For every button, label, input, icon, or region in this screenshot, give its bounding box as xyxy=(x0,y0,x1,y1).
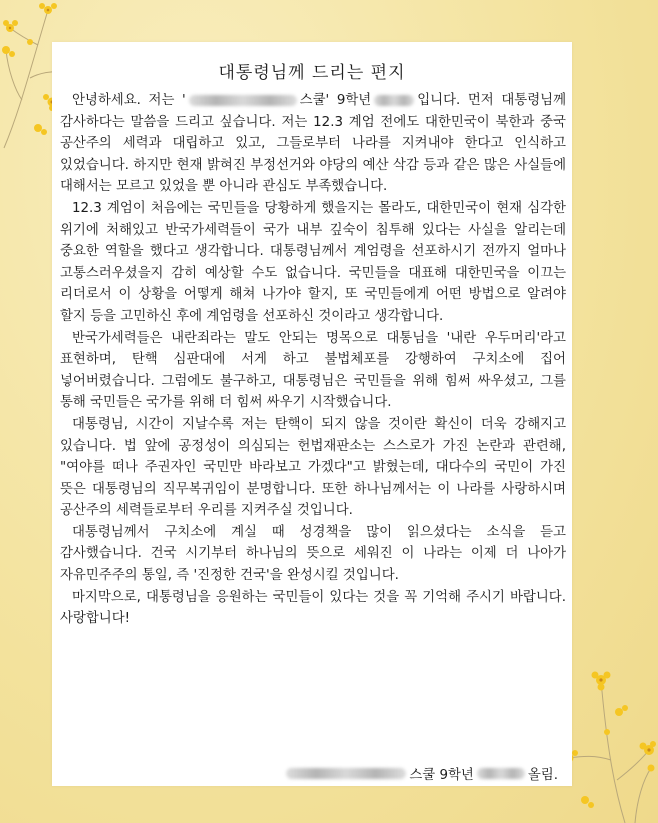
letter-body xyxy=(60,90,566,630)
letter-paper xyxy=(52,42,572,786)
paragraph-bible: 대통령님께서 구치소에 계실 때 성경책을 많이 읽으셨다는 소식을 듣고 감사했습니다. 건국 시기부터 하나님의 뜻으로 세워진 이 나라는 이제 더 나아가 자유민주주의 통일, 즉 '진정한 건국'을 완성시킬 것입니다. xyxy=(60,524,566,584)
letter-signature xyxy=(283,764,558,783)
paragraph-intro-school: 스쿨' 9학년 xyxy=(299,93,372,108)
paragraph-martial-law: 12.3 계엄이 처음에는 국민들을 당황하게 했을지는 몰라도, 대한민국이 현재 심각한 위기에 처해있고 반국가세력들이 국가 내부 깊숙이 침투해 있다는 사실을 알리는데 중요한 역할을 했다고 생각합니다. 대통령님께서 계엄령을 선포하시기 전까지 얼마나 고통스러우셨을지 감히 예상할 수도 없습니다. 국민들을 대표해 대한민국을 이끄는 리더로서 이 상황을 어떻게 해쳐 나가야 할지, 또 국민들에게 어떤 방법으로 알려야 할지 등을 고민하신 후에 계엄령을 선포하신 것이라고 생각합니다. xyxy=(60,200,566,324)
paragraph-intro xyxy=(60,90,566,198)
paragraph-impeachment: 대통령님, 시간이 지날수록 저는 탄핵이 되지 않을 것이란 확신이 더욱 강해지고 있습니다. 법 앞에 공정성이 의심되는 헌법재판소는 스스로가 가진 논란과 관련해, "여야를 떠나 주권자인 국민만 바라보고 가겠다"고 밝혔는데, 대다수의 국민이 가진 뜻은 대통령님의 직무복귀임이 분명합니다. 또한 하나님께서는 이 나라를 사랑하시며 공산주의 세력들로부터 우리를 지켜주실 것입니다. xyxy=(60,416,566,519)
paragraph-intro-lead: 안녕하세요. 저는 ' xyxy=(72,93,186,108)
letter-title: 대통령님께 드리는 편지 xyxy=(218,63,406,83)
redacted-signature-school xyxy=(286,768,406,779)
signature-school-suffix: 스쿨 9학년 xyxy=(409,768,474,783)
redacted-school-name xyxy=(189,95,297,106)
paragraph-intro-rest: 입니다. 먼저 대통령님께 감사하다는 말씀을 드리고 싶습니다. 저는 12.3 계엄 전에도 대한민국이 북한과 중국 공산주의 세력과 대립하고 있고, 그들로부터 나라를 지켜내야 한다고 인식하고 있었습니다. 하지만 현재 밝혀진 부정선거와 야당의 예산 삭감 등과 같은 많은 사실들에 대해서는 모르고 있었을 뿐 아니라 관심도 부족했습니다. xyxy=(60,93,567,195)
paragraph-anti-state: 반국가세력들은 내란죄라는 말도 안되는 명목으로 대통님을 '내란 우두머리'라고 표현하며, 탄핵 심판대에 서게 하고 불법체포를 강행하여 구치소에 집어 넣어버렸습니다. 그럼에도 불구하고, 대통령님은 국민들을 위해 힘써 싸우셨고, 그를 통해 국민들은 국가를 위해 더 힘써 싸우기 시작했습니다. xyxy=(60,330,566,411)
signature-closing: 올림. xyxy=(527,768,558,783)
paragraph-closing: 마지막으로, 대통령님을 응원하는 국민들이 있다는 것을 꼭 기억해 주시기 바랍니다. 사랑합니다! xyxy=(60,589,566,627)
redacted-signature-name xyxy=(477,768,525,779)
redacted-student-name xyxy=(374,95,414,106)
